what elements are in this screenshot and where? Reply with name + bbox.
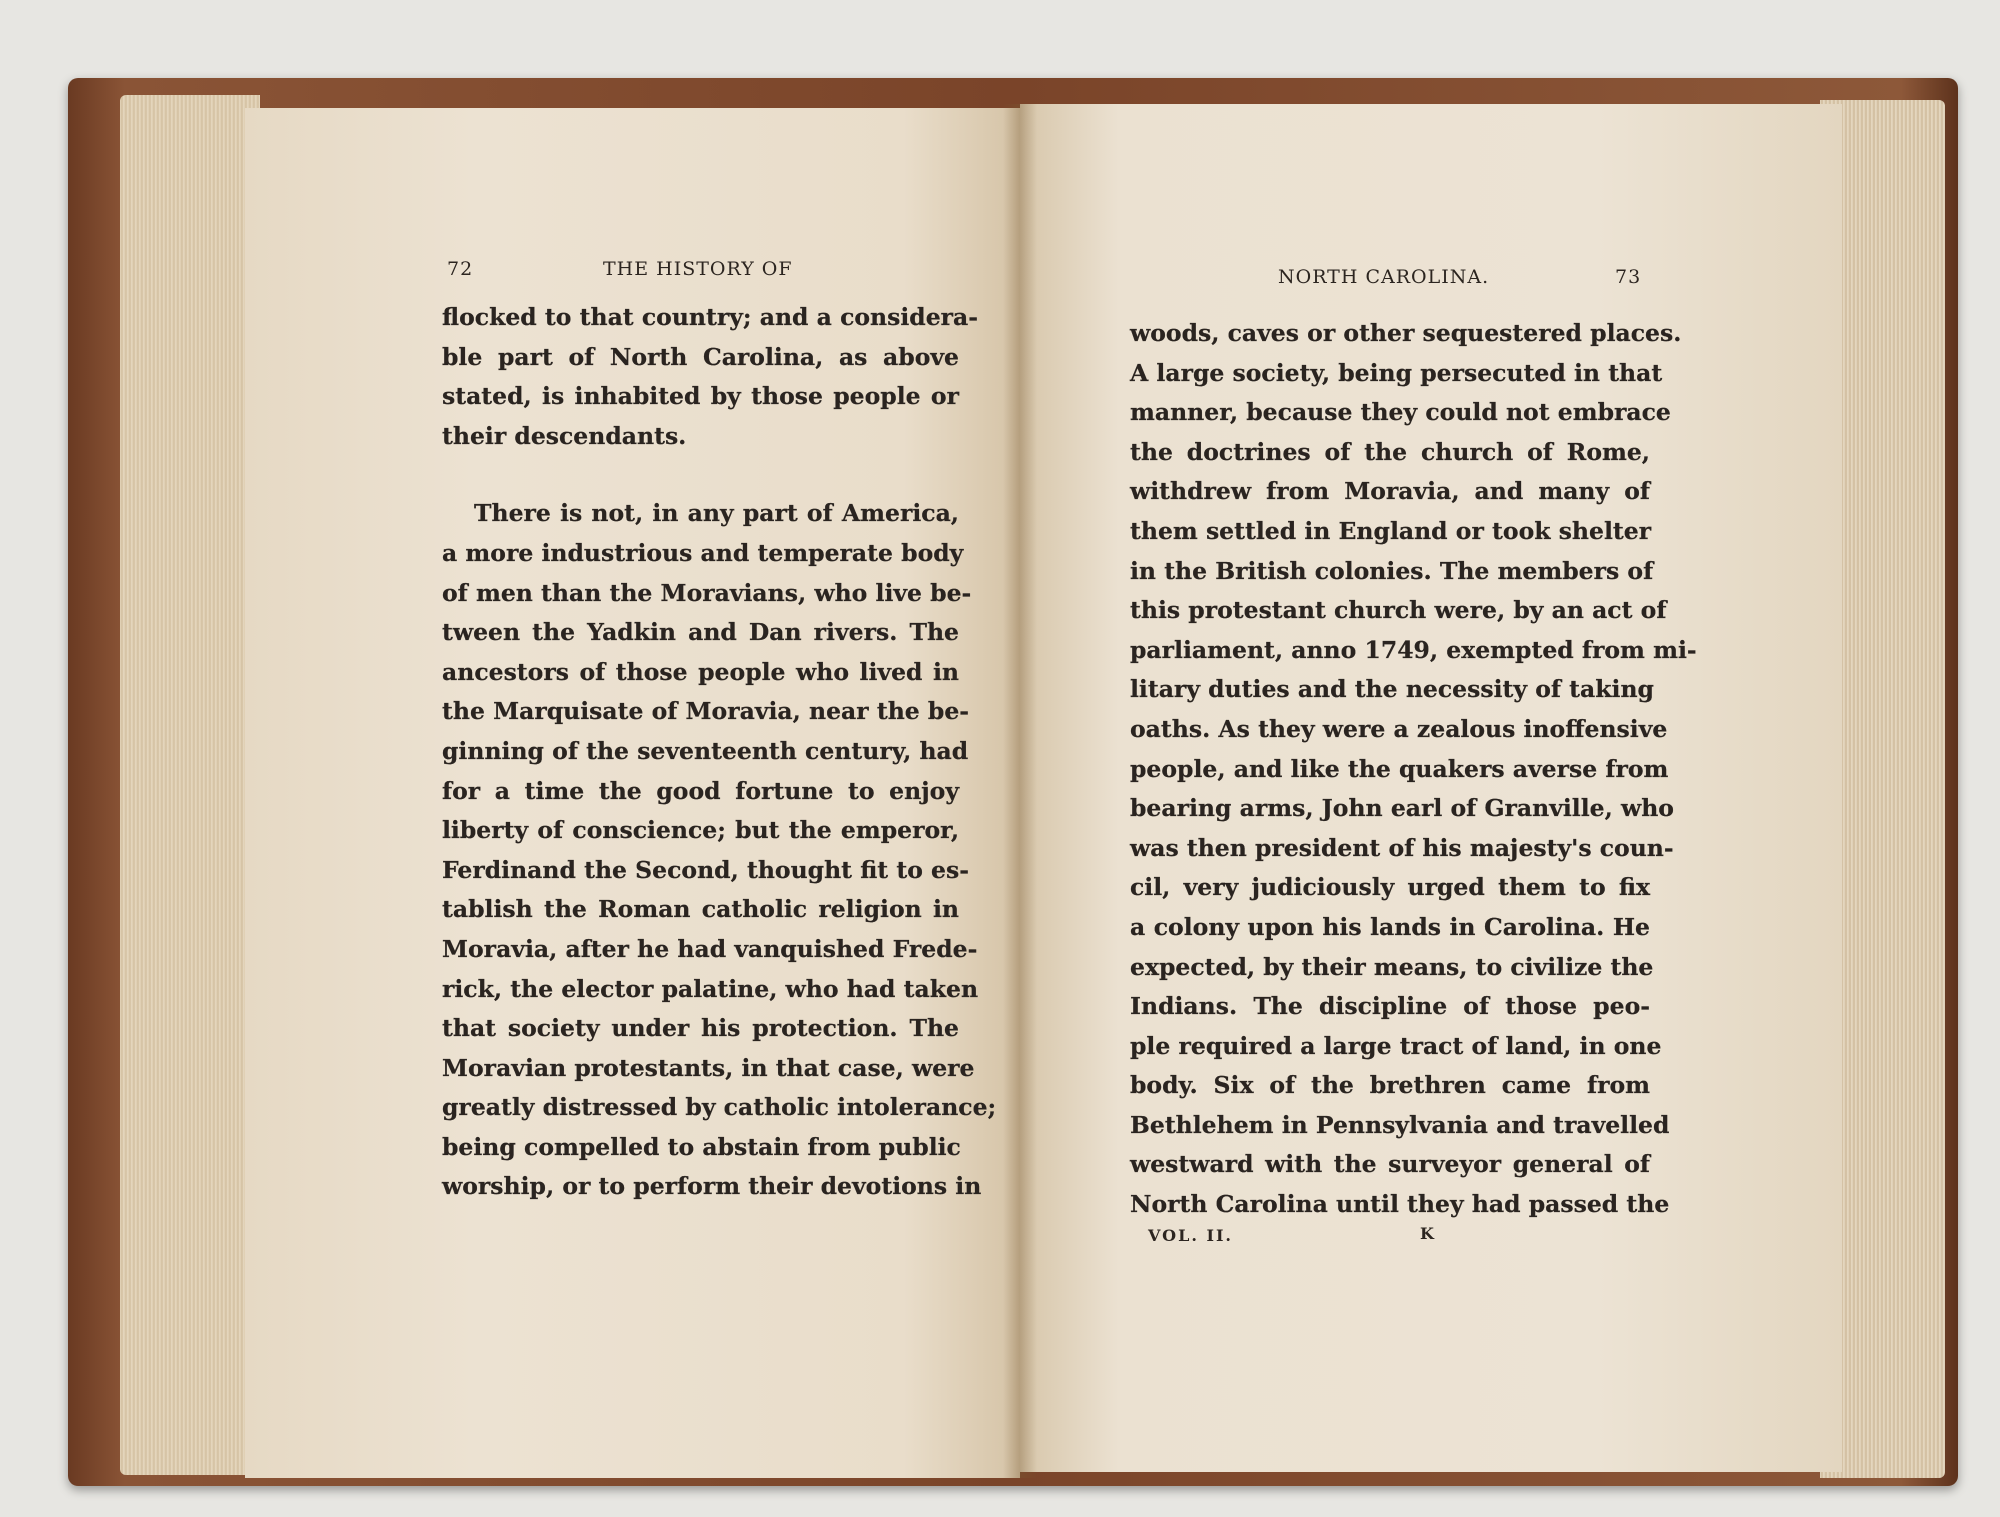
text-line: in the British colonies. The members of xyxy=(1130,556,1654,585)
text-line: Indians. The discipline of those peo- xyxy=(1130,992,1650,1021)
text-line: ple required a large tract of land, in one xyxy=(1130,1031,1662,1060)
text-line: the doctrines of the church of Rome, xyxy=(1130,437,1650,466)
text-line: people, and like the quakers averse from xyxy=(1130,754,1669,783)
text-line: greatly distressed by catholic intolerance; xyxy=(442,1093,997,1122)
text-line: westward with the surveyor general of xyxy=(1130,1150,1650,1179)
footer-signature: K xyxy=(1420,1224,1436,1243)
text-line: their descendants. xyxy=(442,421,687,450)
text-line: this protestant church were, by an act of xyxy=(1130,596,1667,625)
text-line: liberty of conscience; but the emperor, xyxy=(442,816,959,845)
text-line: a more industrious and temperate body xyxy=(442,538,964,567)
page-number-left: 72 xyxy=(447,258,474,280)
text-line: ancestors of those people who lived in xyxy=(442,657,959,686)
text-line: a colony upon his lands in Carolina. He xyxy=(1130,912,1650,941)
running-head-right: NORTH CAROLINA. xyxy=(1278,266,1490,288)
left-page-body xyxy=(442,298,997,1207)
left-page xyxy=(245,108,1020,1478)
text-line: stated, is inhabited by those people or xyxy=(442,382,959,411)
text-line: expected, by their means, to civilize the xyxy=(1130,952,1654,981)
text-line: There is not, in any part of America, xyxy=(474,499,959,528)
text-line: Ferdinand the Second, thought fit to es- xyxy=(442,855,969,884)
text-line: tween the Yadkin and Dan rivers. The xyxy=(442,618,959,647)
text-line: tablish the Roman catholic religion in xyxy=(442,895,959,924)
text-line: parliament, anno 1749, exempted from mi- xyxy=(1130,635,1697,664)
text-line: body. Six of the brethren came from xyxy=(1130,1071,1650,1100)
text-line: was then president of his majesty's coun- xyxy=(1130,833,1674,862)
text-line: worship, or to perform their devotions in xyxy=(442,1172,982,1201)
text-line: them settled in England or took shelter xyxy=(1130,516,1652,545)
page-number-right: 73 xyxy=(1615,266,1642,288)
page-edges-left xyxy=(120,95,260,1475)
running-head-left: THE HISTORY OF xyxy=(603,258,793,280)
paragraph-gap xyxy=(442,456,959,494)
book-gutter xyxy=(1003,104,1037,1478)
text-line: being compelled to abstain from public xyxy=(442,1132,961,1161)
text-line: Moravia, after he had vanquished Frede- xyxy=(442,934,978,963)
text-line: the Marquisate of Moravia, near the be- xyxy=(442,697,970,726)
text-line: that society under his protection. The xyxy=(442,1014,959,1043)
text-line: bearing arms, John earl of Granville, who xyxy=(1130,794,1674,823)
text-line: for a time the good fortune to enjoy xyxy=(442,776,959,805)
text-line: rick, the elector palatine, who had taken xyxy=(442,974,979,1003)
text-line: A large society, being persecuted in that xyxy=(1130,358,1663,387)
text-line: cil, very judiciously urged them to fix xyxy=(1130,873,1650,902)
text-line: Moravian protestants, in that case, were xyxy=(442,1053,975,1082)
text-line: ble part of North Carolina, as above xyxy=(442,342,959,371)
text-line: flocked to that country; and a considera- xyxy=(442,303,979,331)
text-line: North Carolina until they had passed the xyxy=(1130,1190,1670,1219)
text-line: withdrew from Moravia, and many of xyxy=(1130,477,1650,506)
footer-volume: VOL. II. xyxy=(1148,1226,1233,1245)
text-line: litary duties and the necessity of taking xyxy=(1130,675,1654,704)
right-page-body xyxy=(1130,314,1697,1225)
text-line: ginning of the seventeenth century, had xyxy=(442,736,969,765)
text-line: oaths. As they were a zealous inoffensive xyxy=(1130,714,1668,743)
text-line: woods, caves or other sequestered places. xyxy=(1130,319,1682,347)
text-line: Bethlehem in Pennsylvania and travelled xyxy=(1130,1110,1670,1139)
text-line: manner, because they could not embrace xyxy=(1130,398,1671,427)
right-page xyxy=(1020,104,1842,1472)
text-line: of men than the Moravians, who live be- xyxy=(442,578,972,607)
